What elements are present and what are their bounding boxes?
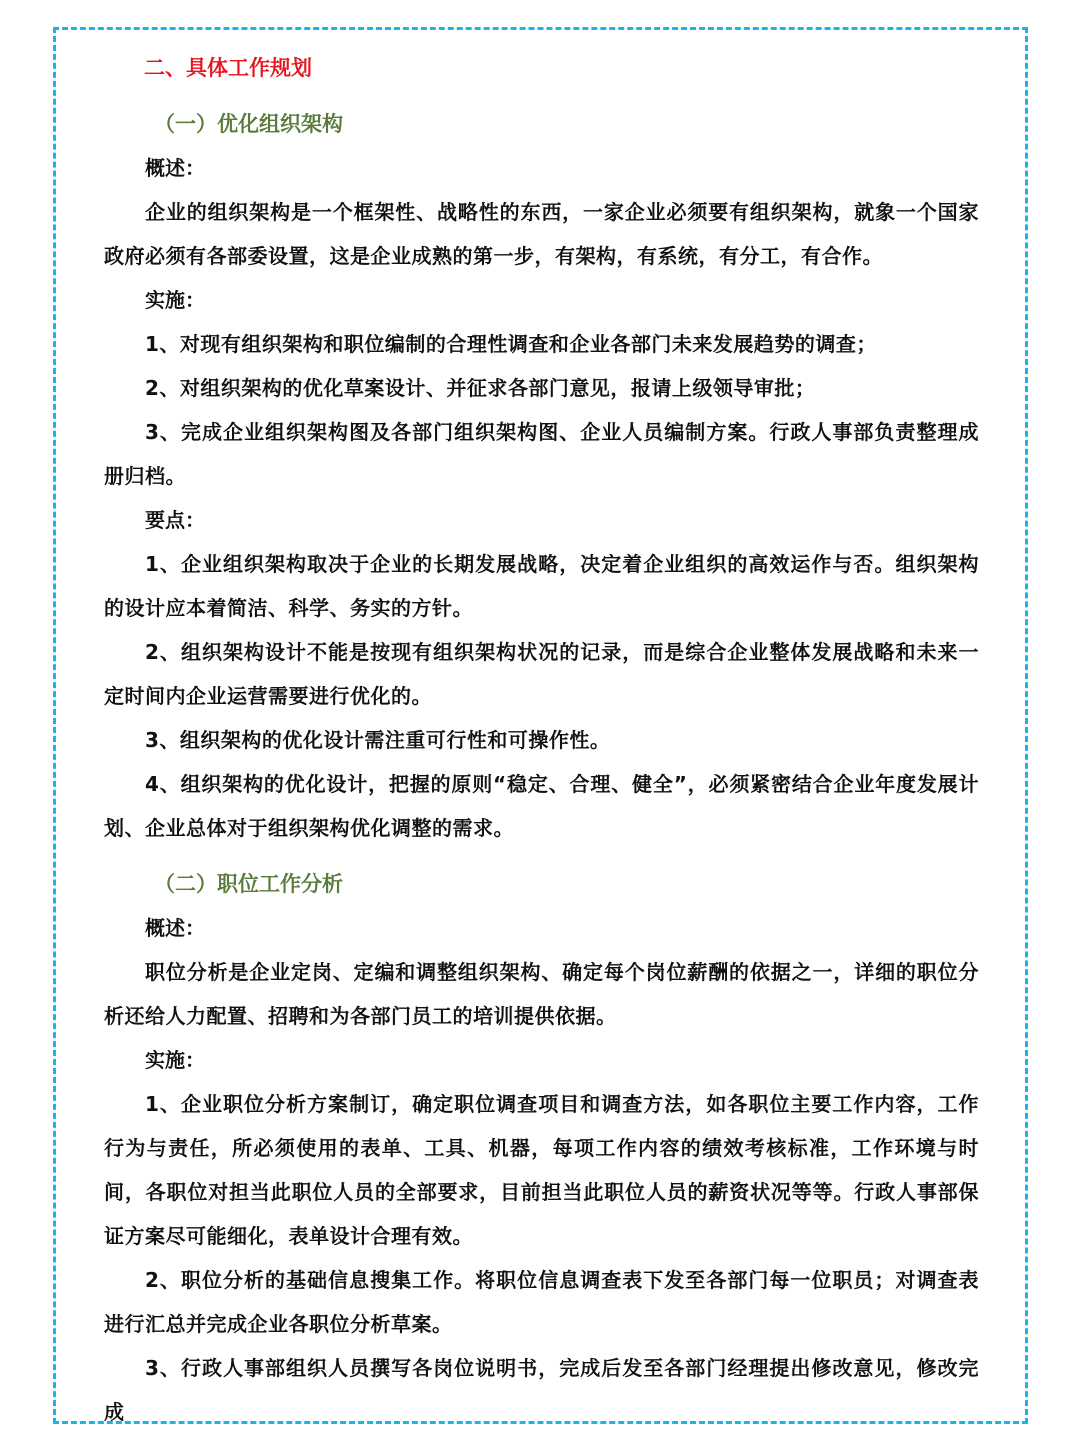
key-point-item: 2、组织架构设计不能是按现有组织架构状况的记录，而是综合企业整体发展战略和未来一定时间内企业运营需要进行优化的。 (104, 640, 979, 708)
key-point-item: 1、企业组织架构取决于企业的长期发展战略，决定着企业组织的高效运作与否。组织架构的设计应本着简洁、科学、务实的方针。 (104, 552, 979, 620)
implementation-item: 3、行政人事部组织人员撰写各岗位说明书，完成后发至各部门经理提出修改意见，修改完成 (104, 1356, 979, 1424)
implementation-item: 1、企业职位分析方案制订，确定职位调查项目和调查方法，如各职位主要工作内容，工作行为与责任，所必须使用的表单、工具、机器，每项工作内容的绩效考核标准，工作环境与时间，各职位对担当此职位人员的全部要求，目前担当此职位人员的薪资状况等等。行政人事部保证方案尽可能细化，表单设计合理有效。 (104, 1092, 979, 1248)
key-point-item: 3、组织架构的优化设计需注重可行性和可操作性。 (145, 728, 611, 752)
subsection-title: （二）职位工作分析 (154, 872, 343, 896)
subsection-2 (104, 862, 979, 1434)
implementation-item: 1、对现有组织架构和职位编制的合理性调查和企业各部门未来发展趋势的调查； (145, 332, 877, 356)
implementation-item: 2、对组织架构的优化草案设计、并征求各部门意见，报请上级领导审批； (145, 376, 816, 400)
overview-paragraph: 职位分析是企业定岗、定编和调整组织架构、确定每个岗位薪酬的依据之一，详细的职位分析还给人力配置、招聘和为各部门员工的培训提供依据。 (104, 960, 979, 1028)
implementation-label: 实施： (145, 1048, 205, 1072)
implementation-label: 实施： (145, 288, 205, 312)
implementation-item: 3、完成企业组织架构图及各部门组织架构图、企业人员编制方案。行政人事部负责整理成册归档。 (104, 420, 979, 488)
subsection-1 (104, 102, 979, 850)
key-points-label: 要点： (145, 508, 205, 532)
document-body (104, 46, 979, 1434)
overview-label: 概述： (145, 916, 205, 940)
overview-paragraph: 企业的组织架构是一个框架性、战略性的东西，一家企业必须要有组织架构，就象一个国家政府必须有各部委设置，这是企业成熟的第一步，有架构，有系统，有分工，有合作。 (104, 200, 979, 268)
implementation-item: 2、职位分析的基础信息搜集工作。将职位信息调查表下发至各部门每一位职员；对调查表进行汇总并完成企业各职位分析草案。 (104, 1268, 979, 1336)
subsection-title: （一）优化组织架构 (154, 112, 343, 136)
section-heading: 二、具体工作规划 (144, 56, 312, 80)
overview-label: 概述： (145, 156, 205, 180)
key-point-item: 4、组织架构的优化设计，把握的原则“稳定、合理、健全”，必须紧密结合企业年度发展计划、企业总体对于组织架构优化调整的需求。 (104, 772, 979, 840)
